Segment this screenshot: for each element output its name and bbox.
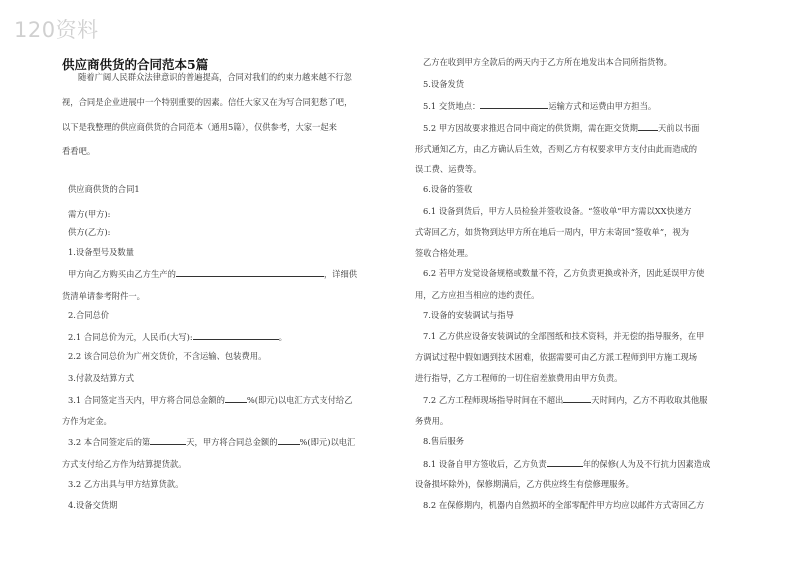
clause-8-1: 8.1 设备自甲方签收后，乙方负责 年的保修(人为及不行抗力因素造成 <box>423 459 711 469</box>
section-1-text-cont: 货清单请参考附件一。 <box>62 291 145 301</box>
delivery-text: 乙方在收到甲方全款后的两天内于乙方所在地发出本合同所指货物。 <box>423 57 672 67</box>
clause-7-1: 7.1 乙方供应设备安装调试的全部图纸和技术资料，并无偿的指导服务，在甲 <box>423 331 705 341</box>
clause-5-2-cont-2: 误工费、运费等。 <box>415 164 482 174</box>
intro-line-3: 以下是我整理的供应商供货的合同范本（通用5篇），仅供参考，大家一起来 <box>62 122 337 132</box>
seller-label: 供方(乙方): <box>68 227 111 237</box>
clause-7-1-cont-1: 方调试过程中假如遇到技术困难，依据需要可由乙方派工程师到甲方施工现场 <box>415 352 698 362</box>
clause-5-2: 5.2 甲方因故要求推迟合同中商定的供货期，需在距交货期 天前以书面 <box>423 123 700 133</box>
clause-2-2: 2.2 该合同总价为广州交货价，不含运输、包装费用。 <box>68 351 267 361</box>
clause-8-2: 8.2 在保修期内，机器内自然损坏的全部零配件甲方均应以邮件方式寄回乙方 <box>423 500 705 510</box>
clause-6-2: 6.2 若甲方发觉设备规格或数量不符，乙方负责更换或补齐，因此延误甲方使 <box>423 268 705 278</box>
clause-6-1-cont-1: 式寄回乙方，如货物到达甲方所在地后一周内，甲方未寄回“签收单”，视为 <box>415 227 689 237</box>
section-5-heading: 5.设备发货 <box>423 79 465 89</box>
document-title: 供应商供货的合同范本5篇 <box>62 57 209 72</box>
intro-line-1: 随着广阔人民群众法律意识的普遍提高，合同对我们的约束力越来越不行忽 <box>78 72 352 82</box>
section-4-heading: 4.设备交货期 <box>68 500 118 510</box>
section-1-text: 甲方向乙方购买由乙方生产的 ，详细供 <box>68 269 358 279</box>
clause-7-1-cont-2: 进行指导，乙方工程师的一切住宿差旅费用由甲方负责。 <box>415 373 623 383</box>
clause-3-3: 3.2 乙方出具与甲方结算货款。 <box>68 479 184 489</box>
watermark: 120资料 <box>14 18 99 42</box>
section-7-heading: 7.设备的安装调试与指导 <box>423 310 514 320</box>
clause-7-2: 7.2 乙方工程师现场指导时间在不超出 天时间内，乙方不再收取其他服 <box>423 395 708 405</box>
clause-6-2-cont: 用，乙方应担当相应的违约责任。 <box>415 290 540 300</box>
clause-5-2-cont-1: 形式通知乙方，由乙方确认后生效，否则乙方有权要求甲方支付由此而造成的 <box>415 144 698 154</box>
clause-6-1: 6.1 设备到货后，甲方人员检验并签收设备。“签收单”甲方需以XX快递方 <box>423 206 692 216</box>
buyer-label: 需方(甲方): <box>68 209 111 219</box>
intro-line-2: 视，合同是企业进展中一个特别重要的因素。信任大家又在为写合同犯愁了吧， <box>62 97 353 107</box>
clause-6-1-cont-2: 签收合格处理。 <box>415 248 474 258</box>
section-2-heading: 2.合同总价 <box>68 310 110 320</box>
clause-3-2: 3.2 本合同签定后的第 天，甲方将合同总金额的 %(即元)以电汇 <box>68 437 356 447</box>
clause-5-1: 5.1 交货地点： 运输方式和运费由甲方担当。 <box>423 101 657 111</box>
clause-3-1: 3.1 合同签定当天内，甲方将合同总金额的 %(即元)以电汇方式支付给乙 <box>68 395 353 405</box>
intro-line-4: 看看吧。 <box>62 146 96 156</box>
contract-title: 供应商供货的合同1 <box>68 184 140 194</box>
section-6-heading: 6.设备的签收 <box>423 184 473 194</box>
clause-2-1: 2.1 合同总价为元，人民币(大写): 。 <box>68 332 287 342</box>
section-3-heading: 3.付款及结算方式 <box>68 373 134 383</box>
clause-3-2-cont: 方式支付给乙方作为结算提货款。 <box>62 459 187 469</box>
clause-3-1-cont: 方作为定金。 <box>62 416 112 426</box>
section-1-heading: 1.设备型号及数量 <box>68 247 134 257</box>
section-8-heading: 8.售后服务 <box>423 436 465 446</box>
clause-7-2-cont: 务费用。 <box>415 416 449 426</box>
clause-8-1-cont: 设备损坏除外)，保修期满后，乙方供应终生有偿修理服务。 <box>415 479 634 489</box>
